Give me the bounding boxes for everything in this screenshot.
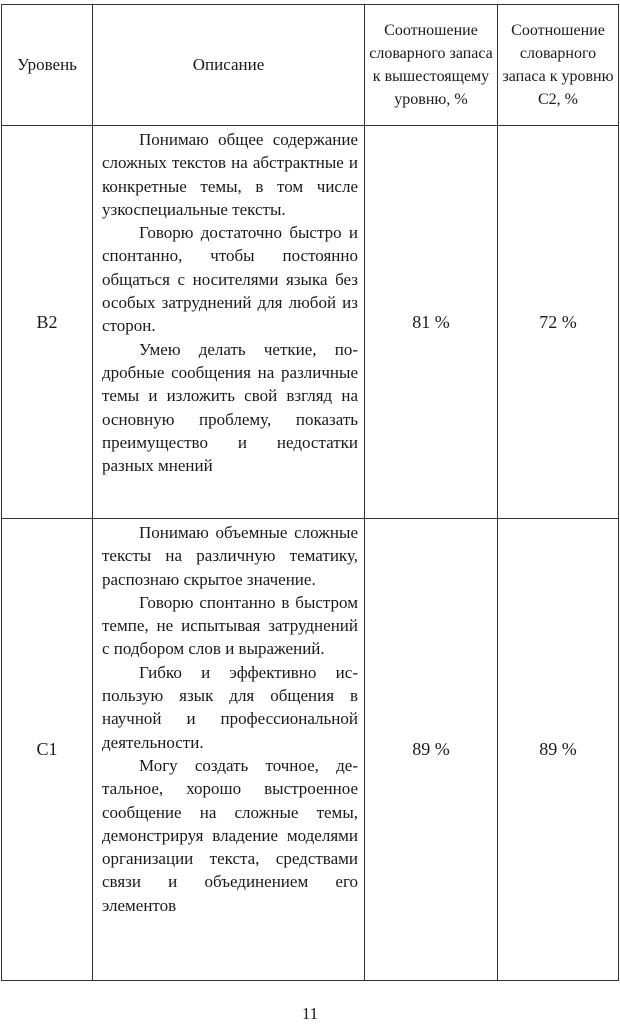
- level-cell: В2: [2, 126, 93, 519]
- level-cell: С1: [2, 519, 93, 981]
- description-paragraph: Понимаю общее содержание сложных текстов на абстрактные и конкретные темы, в том числе узкоспециальные тексты.: [102, 130, 358, 219]
- header-ratio-to-higher: Соотношение словарного запаса к вышестоящему уровню, %: [365, 5, 498, 126]
- header-description: Описание: [93, 5, 365, 126]
- table-row-c1: [2, 519, 619, 981]
- description-paragraph: Говорю достаточно быстро и спонтанно, чтобы постоянно общаться с носителями языка без особых затруднений для любой из сторон.: [102, 223, 358, 336]
- header-level: Уровень: [2, 5, 93, 126]
- description-paragraph: Говорю спонтанно в быстром темпе, не испытывая затруднений с подбором слов и выражений.: [102, 592, 358, 659]
- page-number: 11: [301, 1004, 319, 1023]
- ratio-to-higher-cell: 81 %: [365, 126, 498, 519]
- proficiency-table: [1, 4, 619, 981]
- description-cell: [93, 126, 365, 519]
- description-paragraph: Понимаю объемные сложные тексты на различную тематику, распознаю скрытое значение.: [102, 523, 358, 589]
- header-ratio-to-c2: Соотношение словарного запаса к уровню С2, %: [498, 5, 619, 126]
- description-paragraph: Могу создать точное, детальное, хорошо выстроенное сообщение на сложные темы, демонстрируя владение моделями организации текста, средствами связи и объединением его элементов: [102, 755, 358, 915]
- description-paragraph: Гибко и эффективно использую язык для общения в научной и профессиональной деятельности.: [102, 662, 358, 752]
- ratio-to-c2-cell: 72 %: [498, 126, 619, 519]
- header-row: [2, 5, 619, 126]
- ratio-to-higher-cell: 89 %: [365, 519, 498, 981]
- table-row-b2: [2, 126, 619, 519]
- ratio-to-c2-cell: 89 %: [498, 519, 619, 981]
- description-cell: [93, 519, 365, 981]
- description-paragraph: Умею делать четкие, подробные сообщения на различные темы и изложить свой взгляд на основную проблему, показать преимущество и недостатки разных мнений: [102, 339, 358, 476]
